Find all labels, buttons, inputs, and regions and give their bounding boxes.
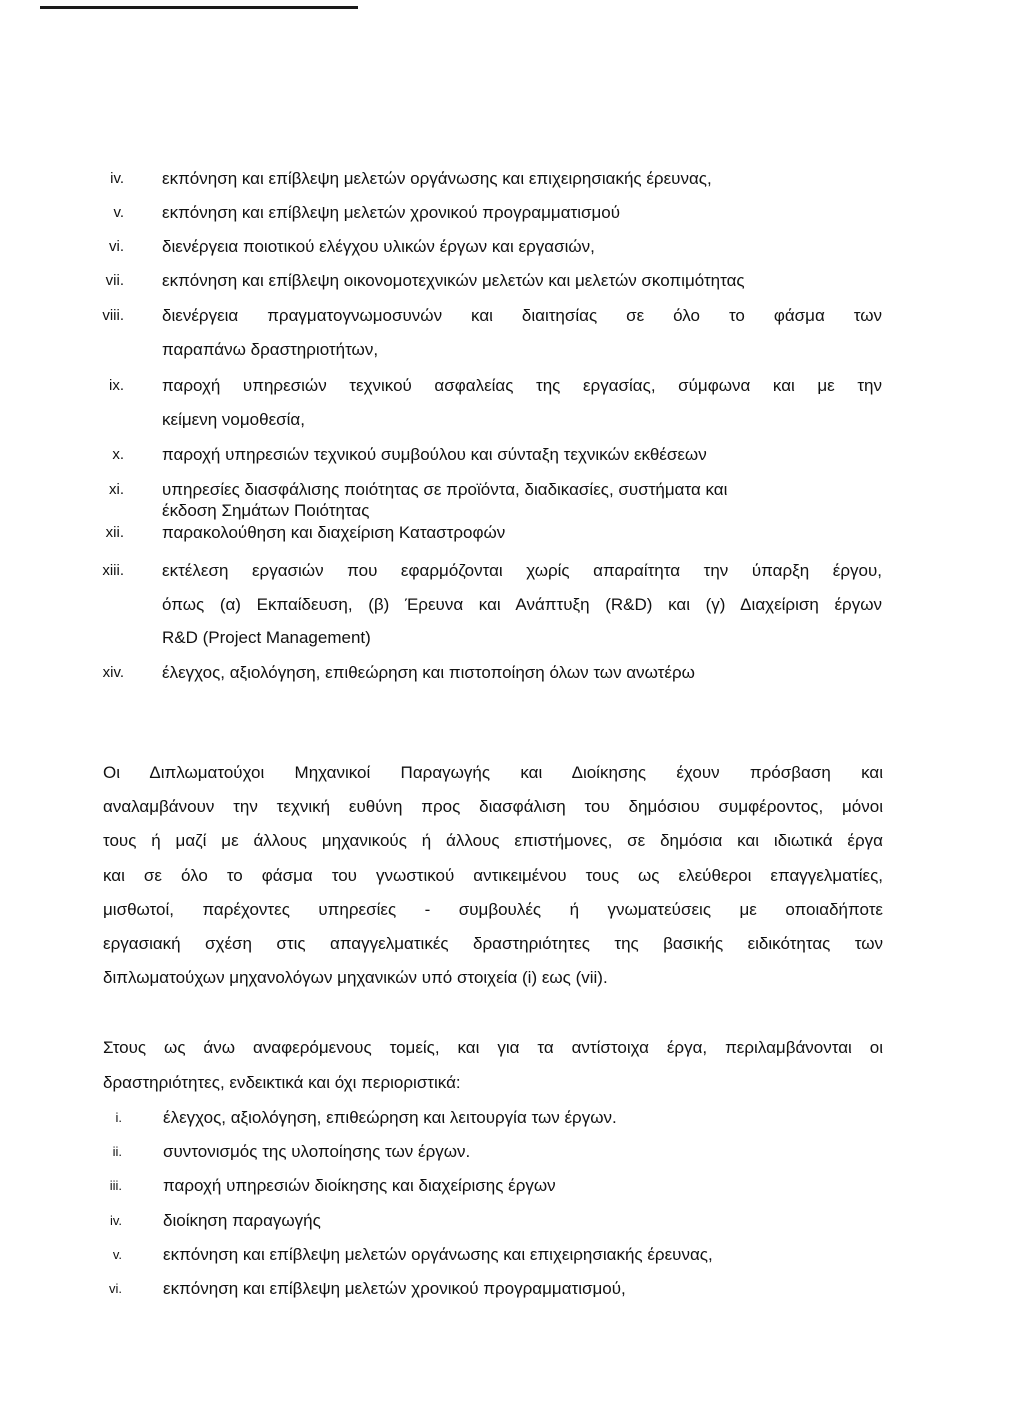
list-b-text: έλεγχος, αξιολόγηση, επιθεώρηση και λειτουργία των έργων. <box>163 1108 617 1127</box>
list-a-number: viii. <box>102 307 124 324</box>
list-a-number: xi. <box>109 481 124 498</box>
list-b-number: ii. <box>112 1144 122 1159</box>
paragraph-line: αναλαμβάνουν την τεχνική ευθύνη προς διασφάλιση του δημόσιου συμφέροντος, μόνοι <box>103 797 883 816</box>
list-b-text: συντονισμός της υλοποίησης των έργων. <box>163 1142 471 1161</box>
list-a-text: εκπόνηση και επίβλεψη οικονομοτεχνικών μελετών και μελετών σκοπιμότητας <box>162 271 745 290</box>
list-a-number: iv. <box>110 170 124 187</box>
list-a-text: υπηρεσίες διασφάλισης ποιότητας σε προϊόντα, διαδικασίες, συστήματα και <box>162 480 728 499</box>
list-a-text: παρακολούθηση και διαχείριση Καταστροφών <box>162 523 506 542</box>
list-a-text: εκτέλεση εργασιών που εφαρμόζονται χωρίς απαραίτητα την ύπαρξη έργου, <box>162 561 882 580</box>
list-a-text: όπως (α) Εκπαίδευση, (β) Έρευνα και Ανάπτυξη (R&D) και (γ) Διαχείριση έργων <box>162 595 882 614</box>
list-a-number: vii. <box>105 272 124 289</box>
list-b-text: διοίκηση παραγωγής <box>163 1211 321 1230</box>
list-a-text: παροχή υπηρεσιών τεχνικού ασφαλείας της εργασίας, σύμφωνα και με την <box>162 376 882 395</box>
list-a-number: v. <box>113 204 124 221</box>
list-b-number: vi. <box>109 1281 122 1296</box>
list-a-text: παροχή υπηρεσιών τεχνικού συμβούλου και σύνταξη τεχνικών εκθέσεων <box>162 445 707 464</box>
list-a-number: ix. <box>109 377 124 394</box>
list-a-text: εκπόνηση και επίβλεψη μελετών χρονικού προγραμματισμού <box>162 203 621 222</box>
paragraph-line: Οι Διπλωματούχοι Μηχανικοί Παραγωγής και Διοίκησης έχουν πρόσβαση και <box>103 763 883 782</box>
list-a-text: διενέργεια ποιοτικού ελέγχου υλικών έργων και εργασιών, <box>162 237 595 256</box>
list-a-number: xii. <box>105 524 124 541</box>
paragraph-line: μισθωτοί, παρέχοντες υπηρεσίες - συμβουλές ή γνωματεύσεις με οποιαδήποτε <box>103 900 883 919</box>
paragraph-line: δραστηριότητες, ενδεικτικά και όχι περιοριστικά: <box>103 1073 461 1092</box>
list-b-text: παροχή υπηρεσιών διοίκησης και διαχείρισης έργων <box>163 1176 556 1195</box>
list-a-number: xiii. <box>102 562 124 579</box>
list-a-text: R&D (Project Management) <box>162 628 371 647</box>
list-b-number: v. <box>112 1247 122 1262</box>
list-a-number: xiv. <box>102 664 124 681</box>
list-a-text: έλεγχος, αξιολόγηση, επιθεώρηση και πιστοποίηση όλων των ανωτέρω <box>162 663 695 682</box>
list-a-number: vi. <box>109 238 124 255</box>
paragraph-line: εργασιακή σχέση στις απαγγελματικές δραστηριότητες της βασικής ειδικότητας των <box>103 934 883 953</box>
paragraph-line: διπλωματούχων μηχανολόγων μηχανικών υπό στοιχεία (i) εως (vii). <box>103 968 608 987</box>
list-a-text: κείμενη νομοθεσία, <box>162 410 305 429</box>
list-a-text: παραπάνω δραστηριοτήτων, <box>162 340 379 359</box>
list-a-number: x. <box>112 446 124 463</box>
paragraph-line: τους ή μαζί με άλλους μηχανικούς ή άλλους επιστήμονες, σε δημόσια και ιδιωτικά έργα <box>103 831 883 850</box>
list-a-text: έκδοση Σημάτων Ποιότητας <box>162 501 370 520</box>
list-a-text: διενέργεια πραγματογνωμοσυνών και διαιτησίας σε όλο το φάσμα των <box>162 306 882 325</box>
list-b-number: iv. <box>109 1213 122 1228</box>
list-b-text: εκπόνηση και επίβλεψη μελετών χρονικού προγραμματισμού, <box>163 1279 626 1298</box>
list-b-number: iii. <box>109 1178 122 1193</box>
list-b-text: εκπόνηση και επίβλεψη μελετών οργάνωσης και επιχειρησιακής έρευνας, <box>163 1245 713 1264</box>
paragraph-line: και σε όλο το φάσμα του γνωστικού αντικειμένου τους ως ελεύθεροι επαγγελματίες, <box>103 866 883 885</box>
top-rule <box>40 6 358 9</box>
list-a-text: εκπόνηση και επίβλεψη μελετών οργάνωσης και επιχειρησιακής έρευνας, <box>162 169 712 188</box>
list-b-number: i. <box>115 1110 122 1125</box>
paragraph-line: Στους ως άνω αναφερόμενους τομείς, και για τα αντίστοιχα έργα, περιλαμβάνονται οι <box>103 1038 883 1057</box>
